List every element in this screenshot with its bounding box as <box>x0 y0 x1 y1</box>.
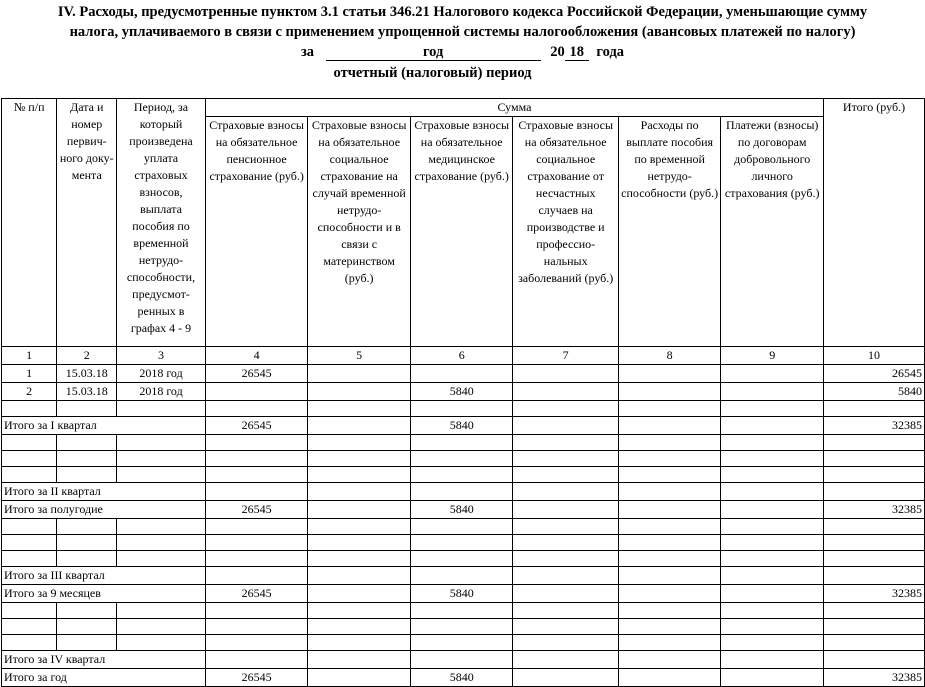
expenses-table <box>1 98 925 687</box>
table-cell[interactable] <box>57 603 117 619</box>
table-cell[interactable] <box>410 635 513 651</box>
total-cell[interactable] <box>721 417 824 435</box>
header-col-5: Страховые взносы на обязательное социальное страхование на случай временной нетрудо-способности и в связи с материнством (руб.) <box>308 117 411 347</box>
table-row <box>2 451 925 467</box>
total-cell[interactable] <box>308 483 411 501</box>
table-cell[interactable] <box>513 383 618 401</box>
table-cell[interactable] <box>721 519 824 535</box>
table-cell[interactable] <box>824 635 925 651</box>
total-label: Итого за I квартал <box>2 417 206 435</box>
total-cell[interactable] <box>618 483 720 501</box>
table-cell[interactable]: 26545 <box>824 365 925 383</box>
table-cell[interactable] <box>513 435 618 451</box>
table-cell[interactable] <box>205 467 308 483</box>
col-number: 3 <box>117 347 206 365</box>
table-cell[interactable] <box>824 435 925 451</box>
table-cell[interactable] <box>205 551 308 567</box>
table-cell[interactable] <box>57 535 117 551</box>
table-row <box>2 467 925 483</box>
year-value: 18 <box>569 44 585 60</box>
table-cell[interactable]: 5840 <box>824 383 925 401</box>
col-number: 2 <box>57 347 117 365</box>
total-cell[interactable] <box>205 483 308 501</box>
table-cell[interactable] <box>308 451 411 467</box>
table-row <box>2 365 925 383</box>
table-cell[interactable] <box>721 401 824 417</box>
table-row <box>2 519 925 535</box>
total-cell[interactable] <box>513 567 618 585</box>
total-cell[interactable]: 32385 <box>824 417 925 435</box>
table-cell[interactable] <box>2 619 57 635</box>
table-cell[interactable] <box>513 365 618 383</box>
table-cell[interactable] <box>618 383 720 401</box>
table-cell[interactable]: 2018 год <box>117 383 206 401</box>
table-cell[interactable] <box>410 603 513 619</box>
table-cell[interactable] <box>308 603 411 619</box>
table-cell[interactable] <box>117 401 206 417</box>
table-cell[interactable] <box>618 401 720 417</box>
col-number: 7 <box>513 347 618 365</box>
table-cell[interactable] <box>205 619 308 635</box>
table-cell[interactable] <box>513 451 618 467</box>
table-cell[interactable] <box>57 401 117 417</box>
total-row <box>2 417 925 435</box>
table-cell[interactable] <box>308 519 411 535</box>
table-row <box>2 551 925 567</box>
table-cell[interactable] <box>2 635 57 651</box>
header-sum: Сумма <box>205 99 823 117</box>
table-cell[interactable] <box>57 635 117 651</box>
table-cell[interactable] <box>117 435 206 451</box>
header-col-7: Страховые взносы на обязательное социальное страхование от несчастных случаев на производстве и профессио-нальных заболеваний (руб.) <box>513 117 618 347</box>
table-cell[interactable] <box>410 619 513 635</box>
table-cell[interactable] <box>824 551 925 567</box>
total-cell[interactable]: 26545 <box>205 669 308 687</box>
table-row <box>2 383 925 401</box>
total-cell[interactable] <box>721 669 824 687</box>
total-cell[interactable]: 5840 <box>410 585 513 603</box>
heading-period-line <box>0 42 925 62</box>
table-cell[interactable] <box>57 467 117 483</box>
table-cell[interactable] <box>618 365 720 383</box>
total-cell[interactable] <box>618 501 720 519</box>
header-col-6: Страховые взносы на обязательное медицинское страхование (руб.) <box>410 117 513 347</box>
total-label: Итого за полугодие <box>2 501 206 519</box>
goda-word: года <box>596 44 625 60</box>
table-cell[interactable] <box>205 401 308 417</box>
col-number: 8 <box>618 347 720 365</box>
total-cell[interactable] <box>513 651 618 669</box>
table-cell[interactable] <box>308 435 411 451</box>
table-cell[interactable] <box>618 519 720 535</box>
table-cell[interactable]: 2018 год <box>117 365 206 383</box>
table-cell[interactable] <box>721 451 824 467</box>
table-cell[interactable] <box>824 519 925 535</box>
total-cell[interactable]: 26545 <box>205 585 308 603</box>
total-cell[interactable] <box>721 483 824 501</box>
table-cell[interactable] <box>513 401 618 417</box>
total-cell[interactable] <box>308 501 411 519</box>
total-row <box>2 483 925 501</box>
table-cell[interactable] <box>410 519 513 535</box>
year-prefix: 20 <box>550 44 565 60</box>
total-cell[interactable] <box>618 567 720 585</box>
table-cell[interactable] <box>2 451 57 467</box>
table-cell[interactable] <box>618 451 720 467</box>
table-cell[interactable] <box>513 551 618 567</box>
period-caption <box>0 63 925 83</box>
table-cell[interactable] <box>410 435 513 451</box>
table-cell[interactable] <box>721 635 824 651</box>
table-cell[interactable] <box>308 635 411 651</box>
total-cell[interactable]: 5840 <box>410 669 513 687</box>
period-god-word: год <box>422 44 444 60</box>
total-cell[interactable] <box>308 669 411 687</box>
table-cell[interactable] <box>513 519 618 535</box>
total-cell[interactable] <box>513 585 618 603</box>
table-cell[interactable]: 5840 <box>410 383 513 401</box>
table-cell[interactable] <box>57 519 117 535</box>
table-cell[interactable] <box>2 519 57 535</box>
table-cell[interactable] <box>117 619 206 635</box>
table-cell[interactable] <box>308 551 411 567</box>
period-caption-text: отчетный (налоговый) период <box>333 65 532 81</box>
table-cell[interactable] <box>721 435 824 451</box>
table-cell[interactable] <box>308 467 411 483</box>
table-cell[interactable] <box>618 467 720 483</box>
header-col-3: Период, за который произведена уплата страховых взносов, выплата пособия по временной нетрудо-способности, предусмот-ренных в графах 4 - 9 <box>117 99 206 347</box>
table-cell[interactable] <box>410 451 513 467</box>
table-cell[interactable] <box>57 435 117 451</box>
total-cell[interactable] <box>824 483 925 501</box>
total-cell[interactable] <box>721 585 824 603</box>
period-za: за <box>300 44 315 60</box>
total-cell[interactable] <box>618 669 720 687</box>
table-cell[interactable] <box>824 401 925 417</box>
header-row-1 <box>2 99 925 117</box>
table-cell[interactable] <box>618 619 720 635</box>
heading-line-2: налога, уплачиваемого в связи с применением упрощенной системы налогообложения (авансовых платежей по налогу) <box>69 24 856 40</box>
table-cell[interactable] <box>2 435 57 451</box>
table-cell[interactable] <box>205 635 308 651</box>
table-cell[interactable] <box>117 467 206 483</box>
total-cell[interactable]: 26545 <box>205 417 308 435</box>
table-cell[interactable] <box>721 619 824 635</box>
header-col-2: Дата и номер первич-ного доку-мента <box>57 99 117 347</box>
table-cell[interactable] <box>117 635 206 651</box>
table-cell[interactable] <box>205 435 308 451</box>
table-cell[interactable] <box>513 603 618 619</box>
total-row <box>2 651 925 669</box>
total-cell[interactable] <box>410 567 513 585</box>
total-cell[interactable] <box>824 651 925 669</box>
table-row <box>2 401 925 417</box>
column-numbers-row <box>2 347 925 365</box>
table-cell[interactable] <box>117 535 206 551</box>
total-cell[interactable] <box>308 585 411 603</box>
total-cell[interactable] <box>308 417 411 435</box>
total-cell[interactable] <box>721 501 824 519</box>
table-cell[interactable] <box>308 365 411 383</box>
table-cell[interactable] <box>308 383 411 401</box>
table-row <box>2 619 925 635</box>
total-row <box>2 585 925 603</box>
period-field[interactable] <box>326 44 541 61</box>
table-cell[interactable]: 2 <box>2 383 57 401</box>
table-cell[interactable] <box>410 551 513 567</box>
table-cell[interactable] <box>721 365 824 383</box>
table-cell[interactable]: 15.03.18 <box>57 383 117 401</box>
header-col-8: Расходы по выплате пособия по временной нетрудо-способности (руб.) <box>618 117 720 347</box>
table-cell[interactable] <box>513 635 618 651</box>
table-row <box>2 635 925 651</box>
header-col-9: Платежи (взносы) по договорам добровольного личного страхования (руб.) <box>721 117 824 347</box>
total-cell[interactable] <box>618 585 720 603</box>
table-cell[interactable] <box>117 603 206 619</box>
table-cell[interactable]: 1 <box>2 365 57 383</box>
total-label: Итого за 9 месяцев <box>2 585 206 603</box>
table-cell[interactable] <box>824 451 925 467</box>
table-cell[interactable] <box>618 435 720 451</box>
heading-line-1: IV. Расходы, предусмотренные пунктом 3.1 статьи 346.21 Налогового кодекса Российской Федерации, уменьшающие сумму <box>57 4 868 20</box>
table-cell[interactable] <box>205 603 308 619</box>
table-row <box>2 435 925 451</box>
table-cell[interactable] <box>2 467 57 483</box>
total-cell[interactable] <box>513 417 618 435</box>
total-cell[interactable]: 32385 <box>824 669 925 687</box>
table-cell[interactable] <box>117 451 206 467</box>
table-cell[interactable]: 15.03.18 <box>57 365 117 383</box>
total-row <box>2 567 925 585</box>
total-cell[interactable] <box>513 669 618 687</box>
table-cell[interactable] <box>205 451 308 467</box>
table-cell[interactable] <box>205 535 308 551</box>
header-col-4: Страховые взносы на обязательное пенсионное страхование (руб.) <box>205 117 308 347</box>
table-cell[interactable] <box>205 383 308 401</box>
table-cell[interactable] <box>57 551 117 567</box>
table-cell[interactable] <box>824 467 925 483</box>
table-cell[interactable] <box>721 467 824 483</box>
total-row <box>2 501 925 519</box>
total-label: Итого за IV квартал <box>2 651 206 669</box>
total-cell[interactable] <box>721 651 824 669</box>
header-col-1: № п/п <box>2 99 57 347</box>
table-cell[interactable] <box>721 551 824 567</box>
table-cell[interactable] <box>117 519 206 535</box>
table-cell[interactable] <box>410 467 513 483</box>
total-cell[interactable]: 26545 <box>205 501 308 519</box>
table-cell[interactable] <box>824 619 925 635</box>
total-cell[interactable] <box>410 651 513 669</box>
col-number: 10 <box>824 347 925 365</box>
table-cell[interactable] <box>513 467 618 483</box>
total-label: Итого за II квартал <box>2 483 206 501</box>
table-cell[interactable] <box>410 365 513 383</box>
total-cell[interactable] <box>618 651 720 669</box>
table-cell[interactable] <box>308 401 411 417</box>
table-cell[interactable] <box>513 619 618 635</box>
total-cell[interactable]: 32385 <box>824 585 925 603</box>
col-number: 5 <box>308 347 411 365</box>
total-cell[interactable] <box>513 501 618 519</box>
table-cell[interactable] <box>57 619 117 635</box>
table-cell[interactable] <box>721 383 824 401</box>
table-cell[interactable] <box>2 535 57 551</box>
table-cell[interactable] <box>618 535 720 551</box>
table-cell[interactable] <box>205 519 308 535</box>
table-cell[interactable]: 26545 <box>205 365 308 383</box>
table-cell[interactable] <box>410 535 513 551</box>
year-field[interactable] <box>565 44 589 61</box>
table-cell[interactable] <box>618 603 720 619</box>
table-cell[interactable] <box>618 551 720 567</box>
table-row <box>2 603 925 619</box>
total-cell[interactable]: 5840 <box>410 417 513 435</box>
total-cell[interactable] <box>618 417 720 435</box>
table-row <box>2 535 925 551</box>
total-cell[interactable] <box>721 567 824 585</box>
total-label: Итого за год <box>2 669 206 687</box>
table-cell[interactable] <box>824 603 925 619</box>
total-cell[interactable] <box>205 651 308 669</box>
total-cell[interactable] <box>308 567 411 585</box>
table-cell[interactable] <box>410 401 513 417</box>
table-cell[interactable] <box>308 535 411 551</box>
table-cell[interactable] <box>2 603 57 619</box>
total-label: Итого за III квартал <box>2 567 206 585</box>
col-number: 6 <box>410 347 513 365</box>
total-cell[interactable]: 32385 <box>824 501 925 519</box>
total-cell[interactable]: 5840 <box>410 501 513 519</box>
total-cell[interactable] <box>410 483 513 501</box>
table-cell[interactable] <box>117 551 206 567</box>
col-number: 4 <box>205 347 308 365</box>
table-cell[interactable] <box>618 635 720 651</box>
table-cell[interactable] <box>721 535 824 551</box>
total-cell[interactable] <box>513 483 618 501</box>
total-cell[interactable] <box>824 567 925 585</box>
table-cell[interactable] <box>513 535 618 551</box>
col-number: 9 <box>721 347 824 365</box>
col-number: 1 <box>2 347 57 365</box>
total-cell[interactable] <box>205 567 308 585</box>
table-cell[interactable] <box>824 535 925 551</box>
table-cell[interactable] <box>721 603 824 619</box>
table-cell[interactable] <box>308 619 411 635</box>
table-cell[interactable] <box>2 551 57 567</box>
total-cell[interactable] <box>308 651 411 669</box>
table-cell[interactable] <box>57 451 117 467</box>
header-col-10: Итого (руб.) <box>824 99 925 347</box>
total-row <box>2 669 925 687</box>
table-cell[interactable] <box>2 401 57 417</box>
